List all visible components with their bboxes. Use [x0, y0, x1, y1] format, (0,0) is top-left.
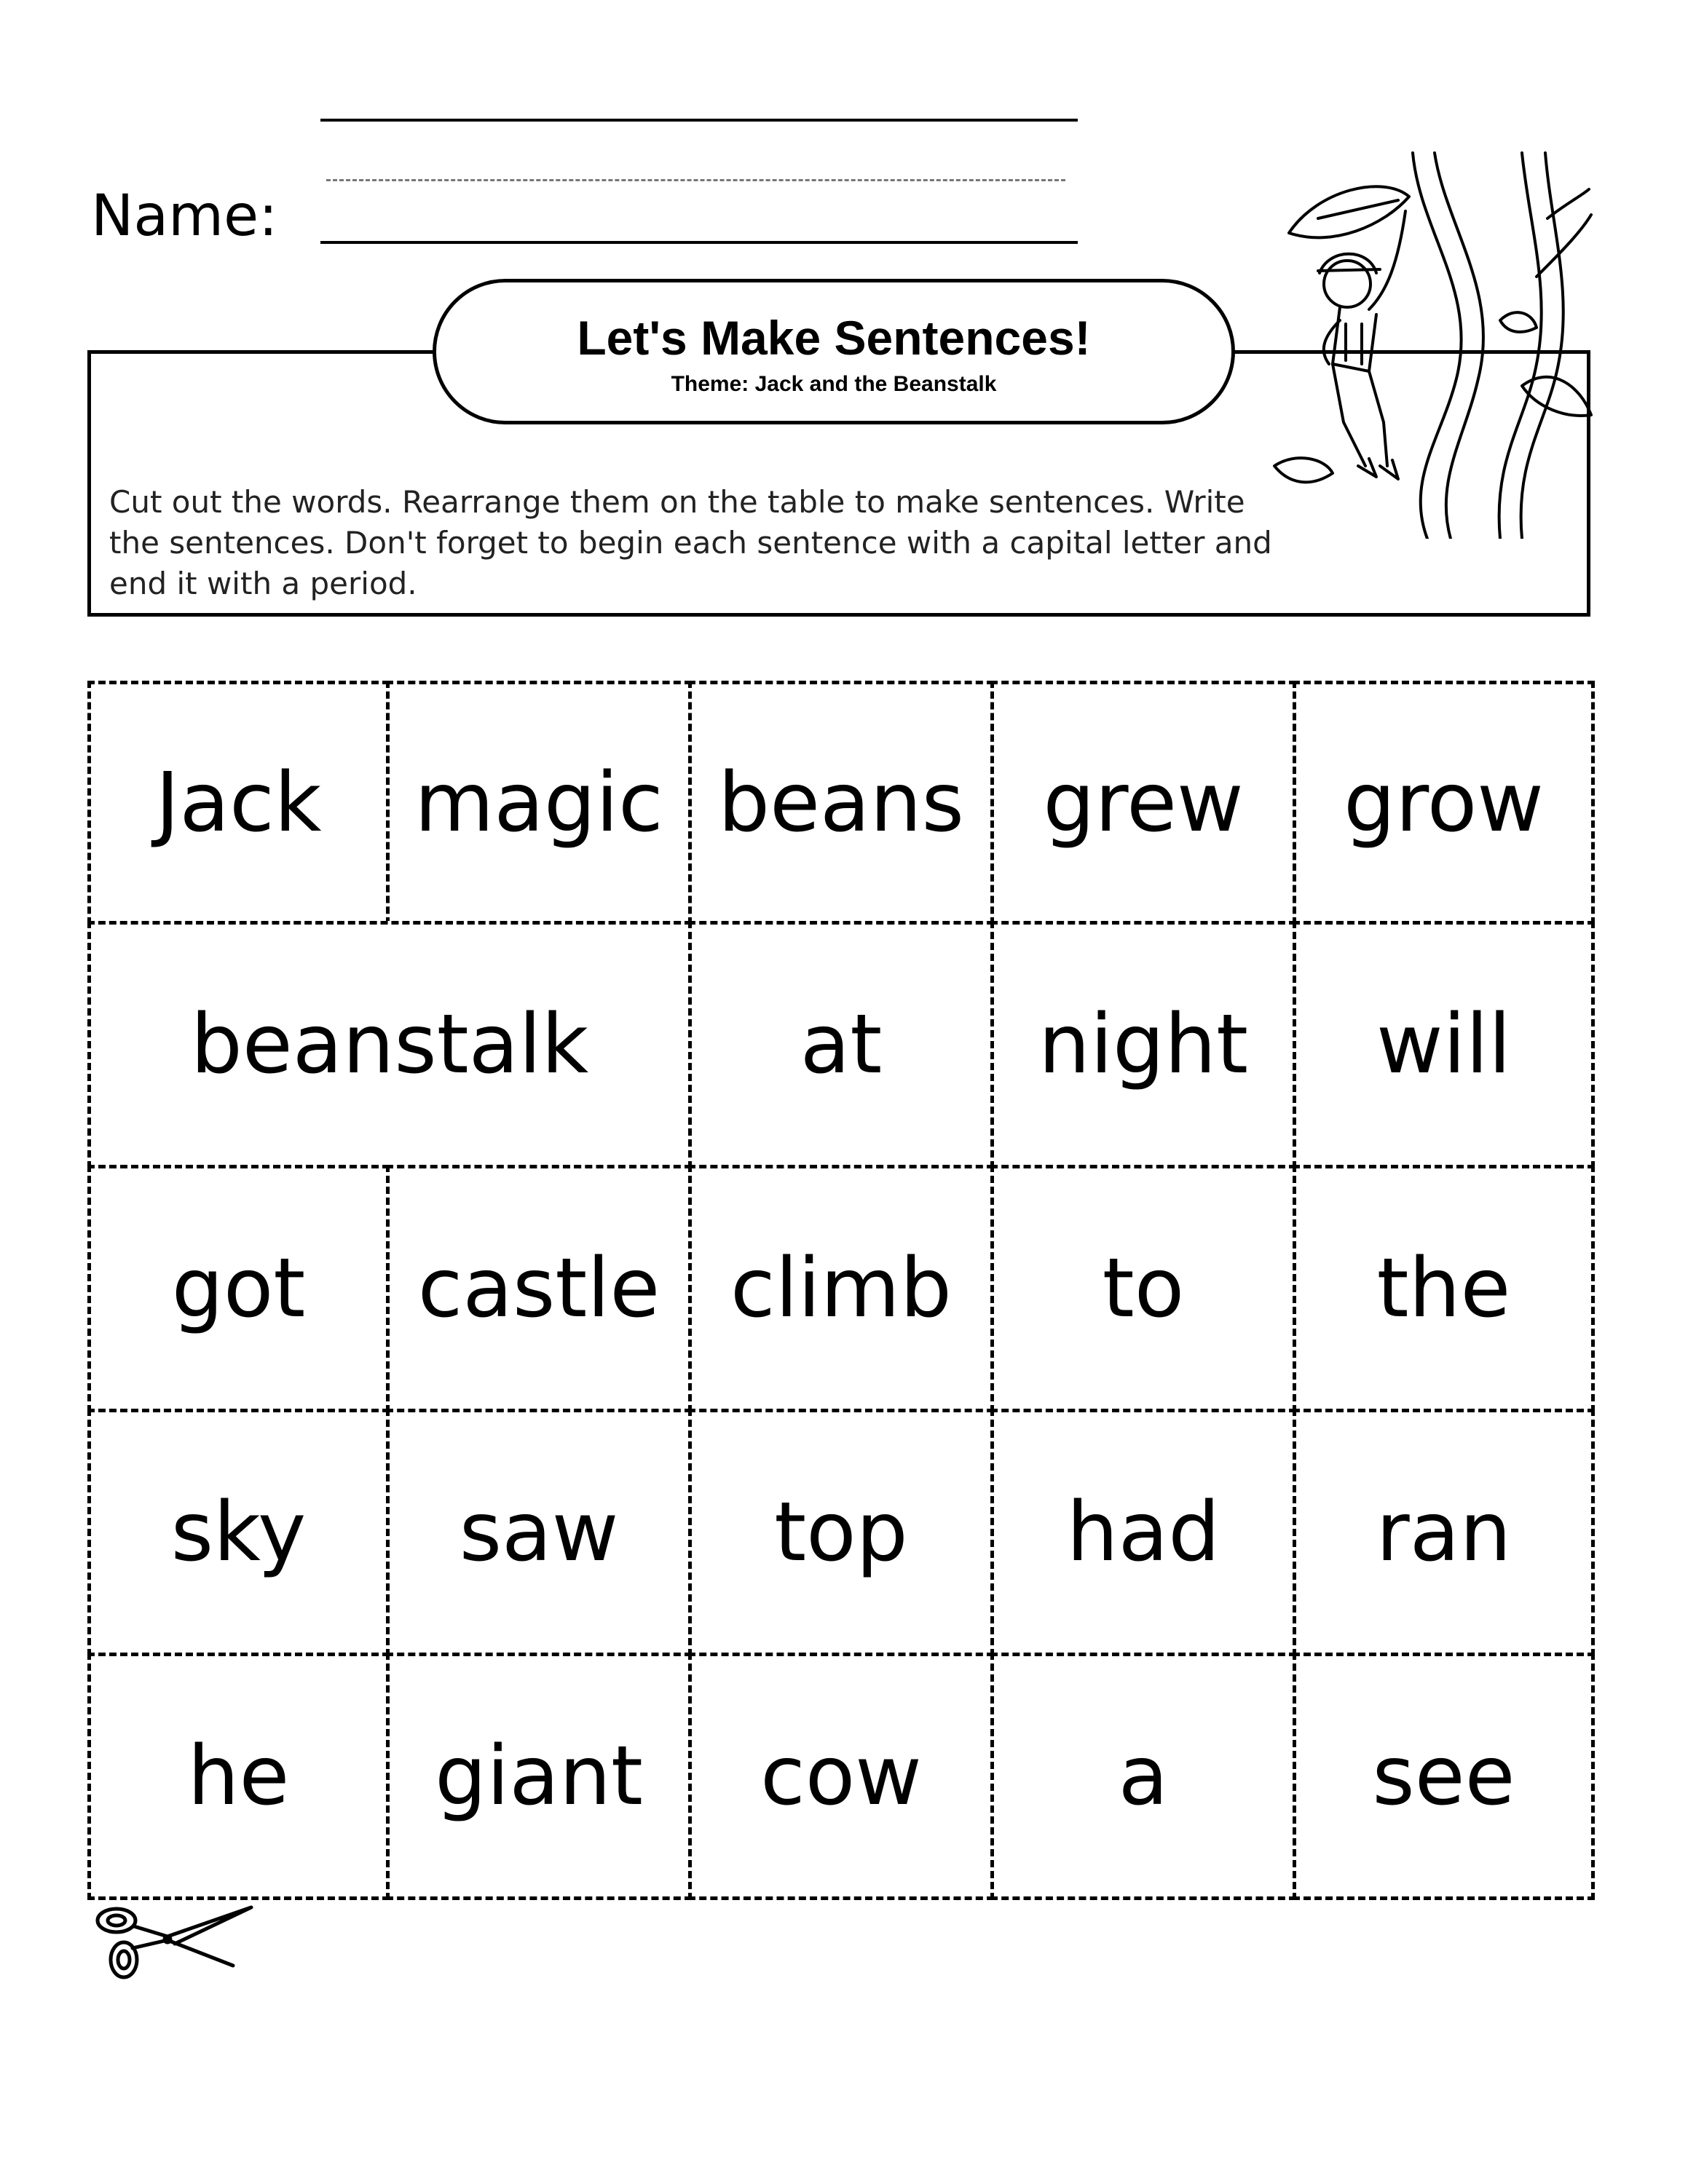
word-card[interactable]: had [990, 1409, 1296, 1656]
word-card[interactable]: Jack [87, 681, 390, 925]
word-card[interactable]: giant [386, 1653, 692, 1900]
word-card[interactable]: grew [990, 681, 1296, 925]
word-card[interactable]: the [1293, 1165, 1595, 1412]
title-banner [433, 279, 1235, 424]
word-card[interactable]: he [87, 1653, 390, 1900]
instructions-text: Cut out the words. Rearrange them on the table to make sentences. Write the sentences. Don't forget to begin each sentence with a capital letter and end it with a period. [109, 484, 1272, 601]
name-line-baseline[interactable] [320, 241, 1078, 244]
word-card[interactable]: got [87, 1165, 390, 1412]
word-cards-grid [87, 681, 1595, 1900]
word-card[interactable]: cow [688, 1653, 994, 1900]
word-card[interactable]: night [990, 921, 1296, 1168]
name-line-top [320, 119, 1078, 122]
word-card[interactable]: castle [386, 1165, 692, 1412]
word-card[interactable]: grow [1293, 681, 1595, 925]
word-card[interactable]: to [990, 1165, 1296, 1412]
jack-beanstalk-illustration [1260, 146, 1595, 539]
word-card[interactable]: at [688, 921, 994, 1168]
name-label: Name: [91, 183, 278, 249]
word-card[interactable]: sky [87, 1409, 390, 1656]
worksheet-title: Let's Make Sentences! [577, 311, 1091, 365]
word-card[interactable]: saw [386, 1409, 692, 1656]
word-card[interactable]: magic [386, 681, 692, 925]
word-card[interactable]: beanstalk [87, 921, 692, 1168]
scissors-icon [87, 1900, 255, 1980]
worksheet-theme: Theme: Jack and the Beanstalk [671, 371, 997, 396]
word-card[interactable]: top [688, 1409, 994, 1656]
word-card[interactable]: will [1293, 921, 1595, 1168]
word-card[interactable]: beans [688, 681, 994, 925]
word-card[interactable]: see [1293, 1653, 1595, 1900]
word-card[interactable]: climb [688, 1165, 994, 1412]
word-card[interactable]: ran [1293, 1409, 1595, 1656]
word-card[interactable]: a [990, 1653, 1296, 1900]
name-line-midline [326, 179, 1065, 181]
